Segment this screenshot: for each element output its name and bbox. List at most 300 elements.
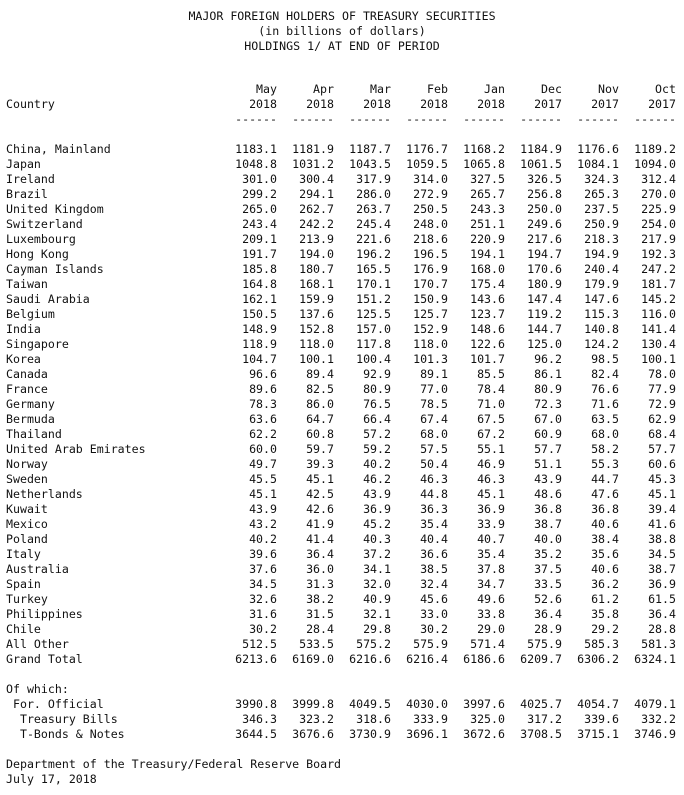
holding-value: 248.0 (413, 217, 448, 231)
holding-value: 312.4 (641, 172, 676, 186)
holding-value: 1184.9 (520, 142, 562, 156)
of-which-value: 323.2 (299, 712, 334, 726)
holding-value: 57.7 (648, 442, 676, 456)
holding-value: 51.1 (534, 457, 562, 471)
holding-value: 40.9 (363, 592, 391, 606)
holding-value: 157.0 (356, 322, 391, 336)
holding-value: 176.9 (413, 262, 448, 276)
holding-value: 31.3 (306, 577, 334, 591)
holding-value: 38.7 (534, 517, 562, 531)
holding-value: 78.5 (420, 397, 448, 411)
column-year-header: 2017 (648, 97, 676, 111)
of-which-value: 346.3 (242, 712, 277, 726)
holding-value: 60.9 (534, 427, 562, 441)
of-which-value: 318.6 (356, 712, 391, 726)
holding-value: 68.0 (420, 427, 448, 441)
of-which-value: 3672.6 (463, 727, 505, 741)
holding-value: 28.9 (534, 622, 562, 636)
column-month-header: Nov (598, 82, 619, 96)
holding-value: 34.5 (249, 577, 277, 591)
holding-value: 64.7 (306, 412, 334, 426)
holding-value: 46.3 (420, 472, 448, 486)
holding-value: 151.2 (356, 292, 391, 306)
holding-value: 185.8 (242, 262, 277, 276)
holding-value: 89.4 (306, 367, 334, 381)
holding-value: 170.6 (527, 262, 562, 276)
holding-value: 148.6 (470, 322, 505, 336)
holding-value: 194.0 (299, 247, 334, 261)
holding-value: 34.1 (363, 562, 391, 576)
holding-value: 31.6 (249, 607, 277, 621)
holding-value: 59.7 (306, 442, 334, 456)
holding-value: 218.6 (413, 232, 448, 246)
holding-value: 61.2 (591, 592, 619, 606)
holding-value: 45.2 (363, 517, 391, 531)
holding-value: 37.2 (363, 547, 391, 561)
holding-value: 147.4 (527, 292, 562, 306)
holding-value: 67.5 (477, 412, 505, 426)
country-name: Japan (6, 157, 41, 171)
holding-value: 299.2 (242, 187, 277, 201)
holding-value: 533.5 (299, 637, 334, 651)
holding-value: 38.8 (648, 532, 676, 546)
column-month-header: Dec (541, 82, 562, 96)
holding-value: 36.4 (534, 607, 562, 621)
holding-value: 286.0 (356, 187, 391, 201)
holding-value: 40.6 (591, 562, 619, 576)
column-year-header: 2017 (591, 97, 619, 111)
country-name: Mexico (6, 517, 48, 531)
holding-value: 60.8 (306, 427, 334, 441)
holding-value: 40.2 (363, 457, 391, 471)
holding-value: 100.1 (641, 352, 676, 366)
holding-value: 122.6 (470, 337, 505, 351)
holding-value: 36.3 (420, 502, 448, 516)
holding-value: 571.4 (470, 637, 505, 651)
holding-value: 82.4 (591, 367, 619, 381)
holding-value: 49.7 (249, 457, 277, 471)
holding-value: 43.2 (249, 517, 277, 531)
holding-value: 33.9 (477, 517, 505, 531)
holding-value: 254.0 (641, 217, 676, 231)
country-name: Spain (6, 577, 41, 591)
holding-value: 175.4 (470, 277, 505, 291)
holding-value: 85.5 (477, 367, 505, 381)
holding-value: 180.7 (299, 262, 334, 276)
country-name: Australia (6, 562, 69, 576)
holding-value: 40.7 (477, 532, 505, 546)
holding-value: 116.0 (641, 307, 676, 321)
of-which-value: 333.9 (413, 712, 448, 726)
holding-value: 55.3 (591, 457, 619, 471)
holding-value: 265.3 (584, 187, 619, 201)
holding-value: 1043.5 (349, 157, 391, 171)
holding-value: 150.5 (242, 307, 277, 321)
holding-value: 301.0 (242, 172, 277, 186)
holding-value: 50.4 (420, 457, 448, 471)
holding-value: 196.5 (413, 247, 448, 261)
holding-value: 67.2 (477, 427, 505, 441)
of-which-value: 317.2 (527, 712, 562, 726)
holding-value: 243.4 (242, 217, 277, 231)
holding-value: 143.6 (470, 292, 505, 306)
holding-value: 250.0 (527, 202, 562, 216)
holding-value: 33.0 (420, 607, 448, 621)
country-name: Sweden (6, 472, 48, 486)
holding-value: 59.2 (363, 442, 391, 456)
holding-value: 43.9 (534, 472, 562, 486)
country-name: Korea (6, 352, 41, 366)
holding-value: 31.5 (306, 607, 334, 621)
holding-value: 180.9 (527, 277, 562, 291)
holding-value: 41.9 (306, 517, 334, 531)
holding-value: 46.9 (477, 457, 505, 471)
holding-value: 49.6 (477, 592, 505, 606)
holding-value: 6209.7 (520, 652, 562, 666)
holding-value: 217.9 (641, 232, 676, 246)
holding-value: 82.5 (306, 382, 334, 396)
of-which-value: 332.2 (641, 712, 676, 726)
holding-value: 141.4 (641, 322, 676, 336)
country-name: Kuwait (6, 502, 48, 516)
holding-value: 101.7 (470, 352, 505, 366)
country-name: Germany (6, 397, 55, 411)
holding-value: 36.9 (477, 502, 505, 516)
country-name: China, Mainland (6, 142, 111, 156)
holding-value: 1065.8 (463, 157, 505, 171)
holding-value: 256.8 (527, 187, 562, 201)
holding-value: 265.7 (470, 187, 505, 201)
country-name: Thailand (6, 427, 62, 441)
holding-value: 33.5 (534, 577, 562, 591)
holding-value: 42.6 (306, 502, 334, 516)
of-which-value: 325.0 (470, 712, 505, 726)
holding-value: 194.7 (527, 247, 562, 261)
country-name: Brazil (6, 187, 48, 201)
holding-value: 96.6 (249, 367, 277, 381)
of-which-value: 4079.1 (634, 697, 676, 711)
holding-value: 63.5 (591, 412, 619, 426)
holding-value: 6216.4 (406, 652, 448, 666)
holding-value: 40.0 (534, 532, 562, 546)
country-name: Netherlands (6, 487, 83, 501)
holding-value: 1181.9 (292, 142, 334, 156)
holding-value: 45.1 (648, 487, 676, 501)
holding-value: 192.3 (641, 247, 676, 261)
of-which-value: 3676.6 (292, 727, 334, 741)
holding-value: 71.6 (591, 397, 619, 411)
country-name: All Other (6, 637, 69, 651)
column-year-header: 2018 (306, 97, 334, 111)
holding-value: 327.5 (470, 172, 505, 186)
column-month-header: Jan (484, 82, 505, 96)
holding-value: 119.2 (527, 307, 562, 321)
holding-value: 6169.0 (292, 652, 334, 666)
holding-value: 585.3 (584, 637, 619, 651)
holding-value: 35.4 (420, 517, 448, 531)
holding-value: 1059.5 (406, 157, 448, 171)
holding-value: 77.9 (648, 382, 676, 396)
holding-value: 324.3 (584, 172, 619, 186)
holding-value: 38.7 (648, 562, 676, 576)
holding-value: 35.8 (591, 607, 619, 621)
holding-value: 36.2 (591, 577, 619, 591)
holding-value: 140.8 (584, 322, 619, 336)
column-rule: ------ (520, 112, 562, 126)
holding-value: 62.2 (249, 427, 277, 441)
holding-value: 170.7 (413, 277, 448, 291)
holding-value: 1187.7 (349, 142, 391, 156)
holding-value: 86.1 (534, 367, 562, 381)
holding-value: 150.9 (413, 292, 448, 306)
holding-value: 294.1 (299, 187, 334, 201)
holding-value: 125.7 (413, 307, 448, 321)
holding-value: 168.1 (299, 277, 334, 291)
holding-value: 1183.1 (235, 142, 277, 156)
column-rule: ------ (349, 112, 391, 126)
of-which-value: 4025.7 (520, 697, 562, 711)
holding-value: 147.6 (584, 292, 619, 306)
holding-value: 152.9 (413, 322, 448, 336)
holding-value: 575.9 (413, 637, 448, 651)
holding-value: 46.3 (477, 472, 505, 486)
holding-value: 125.0 (527, 337, 562, 351)
holding-value: 41.6 (648, 517, 676, 531)
holding-value: 148.9 (242, 322, 277, 336)
country-name: Saudi Arabia (6, 292, 90, 306)
country-name: United Kingdom (6, 202, 104, 216)
holding-value: 250.9 (584, 217, 619, 231)
column-rule: ------ (634, 112, 676, 126)
country-name: Belgium (6, 307, 55, 321)
column-rule: ------ (292, 112, 334, 126)
holding-value: 101.3 (413, 352, 448, 366)
holding-value: 1094.0 (634, 157, 676, 171)
holding-value: 44.7 (591, 472, 619, 486)
of-which-row-label: Treasury Bills (6, 712, 118, 726)
holding-value: 38.5 (420, 562, 448, 576)
holding-value: 317.9 (356, 172, 391, 186)
holding-value: 247.2 (641, 262, 676, 276)
holding-value: 30.2 (249, 622, 277, 636)
holding-value: 314.0 (413, 172, 448, 186)
column-month-header: Feb (427, 82, 448, 96)
of-which-value: 3990.8 (235, 697, 277, 711)
holding-value: 89.6 (249, 382, 277, 396)
holding-value: 581.3 (641, 637, 676, 651)
holding-value: 71.0 (477, 397, 505, 411)
holding-value: 66.4 (363, 412, 391, 426)
holding-value: 40.3 (363, 532, 391, 546)
holding-value: 137.6 (299, 307, 334, 321)
column-year-header: 2018 (249, 97, 277, 111)
holding-value: 30.2 (420, 622, 448, 636)
holding-value: 209.1 (242, 232, 277, 246)
holding-value: 96.2 (534, 352, 562, 366)
column-month-header: Apr (313, 82, 334, 96)
holding-value: 39.4 (648, 502, 676, 516)
holding-value: 47.6 (591, 487, 619, 501)
holding-value: 37.6 (249, 562, 277, 576)
country-name: Bermuda (6, 412, 55, 426)
holding-value: 92.9 (363, 367, 391, 381)
country-name: Hong Kong (6, 247, 69, 261)
holding-value: 34.7 (477, 577, 505, 591)
holding-value: 118.0 (299, 337, 334, 351)
holding-value: 6306.2 (577, 652, 619, 666)
country-name: Taiwan (6, 277, 48, 291)
holding-value: 152.8 (299, 322, 334, 336)
holding-value: 100.1 (299, 352, 334, 366)
holding-value: 45.5 (249, 472, 277, 486)
holding-value: 300.4 (299, 172, 334, 186)
holding-value: 41.4 (306, 532, 334, 546)
of-which-value: 3644.5 (235, 727, 277, 741)
holding-value: 262.7 (299, 202, 334, 216)
holding-value: 57.2 (363, 427, 391, 441)
of-which-value: 3696.1 (406, 727, 448, 741)
holding-value: 36.9 (363, 502, 391, 516)
holding-value: 237.5 (584, 202, 619, 216)
holding-value: 60.6 (648, 457, 676, 471)
of-which-value: 339.6 (584, 712, 619, 726)
of-which-value: 3730.9 (349, 727, 391, 741)
page-subtitle: (in billions of dollars) (258, 24, 426, 38)
holding-value: 29.8 (363, 622, 391, 636)
holding-value: 42.5 (306, 487, 334, 501)
holding-value: 1031.2 (292, 157, 334, 171)
holding-value: 34.5 (648, 547, 676, 561)
holding-value: 38.2 (306, 592, 334, 606)
country-name: Luxembourg (6, 232, 76, 246)
holding-value: 245.4 (356, 217, 391, 231)
holding-value: 43.9 (249, 502, 277, 516)
holding-value: 61.5 (648, 592, 676, 606)
country-name: United Arab Emirates (6, 442, 146, 456)
holding-value: 164.8 (242, 277, 277, 291)
holding-value: 98.5 (591, 352, 619, 366)
holding-value: 44.8 (420, 487, 448, 501)
of-which-value: 3708.5 (520, 727, 562, 741)
source-note: Department of the Treasury/Federal Reserve Board (6, 757, 342, 771)
holding-value: 45.1 (477, 487, 505, 501)
holding-value: 32.6 (249, 592, 277, 606)
column-month-header: Mar (370, 82, 391, 96)
column-rule: ------ (235, 112, 277, 126)
holding-value: 62.9 (648, 412, 676, 426)
column-year-header: 2018 (420, 97, 448, 111)
holding-value: 117.8 (356, 337, 391, 351)
holding-value: 28.4 (306, 622, 334, 636)
of-which-value: 4054.7 (577, 697, 619, 711)
country-name: Poland (6, 532, 48, 546)
holding-value: 40.4 (420, 532, 448, 546)
holding-value: 118.0 (413, 337, 448, 351)
holding-value: 124.2 (584, 337, 619, 351)
holding-value: 159.9 (299, 292, 334, 306)
holding-value: 1176.6 (577, 142, 619, 156)
holding-value: 38.4 (591, 532, 619, 546)
holding-value: 272.9 (413, 187, 448, 201)
holding-value: 168.0 (470, 262, 505, 276)
holding-value: 36.6 (420, 547, 448, 561)
holding-value: 194.1 (470, 247, 505, 261)
holding-value: 243.3 (470, 202, 505, 216)
country-name: Italy (6, 547, 41, 561)
holding-value: 67.4 (420, 412, 448, 426)
holding-value: 39.3 (306, 457, 334, 471)
of-which-value: 3997.6 (463, 697, 505, 711)
holding-value: 100.4 (356, 352, 391, 366)
holding-value: 130.4 (641, 337, 676, 351)
column-year-header: 2018 (477, 97, 505, 111)
holding-value: 35.2 (534, 547, 562, 561)
holding-value: 6324.1 (634, 652, 676, 666)
column-month-header: Oct (655, 82, 676, 96)
of-which-value: 3746.9 (634, 727, 676, 741)
holding-value: 72.3 (534, 397, 562, 411)
country-name: Switzerland (6, 217, 83, 231)
holding-value: 60.0 (249, 442, 277, 456)
holding-value: 194.9 (584, 247, 619, 261)
holding-value: 242.2 (299, 217, 334, 231)
country-name: Norway (6, 457, 48, 471)
holding-value: 162.1 (242, 292, 277, 306)
holding-value: 263.7 (356, 202, 391, 216)
country-name: Turkey (6, 592, 48, 606)
period-heading: HOLDINGS 1/ AT END OF PERIOD (244, 39, 440, 53)
holding-value: 36.4 (648, 607, 676, 621)
holding-value: 45.1 (306, 472, 334, 486)
holding-value: 45.6 (420, 592, 448, 606)
holding-value: 76.6 (591, 382, 619, 396)
page-title: MAJOR FOREIGN HOLDERS OF TREASURY SECURITIES (188, 9, 496, 23)
release-date: July 17, 2018 (6, 772, 97, 786)
holding-value: 36.8 (534, 502, 562, 516)
holding-value: 575.9 (527, 637, 562, 651)
holding-value: 249.6 (527, 217, 562, 231)
holding-value: 80.9 (363, 382, 391, 396)
holding-value: 36.4 (306, 547, 334, 561)
holding-value: 512.5 (242, 637, 277, 651)
holding-value: 575.2 (356, 637, 391, 651)
holding-value: 68.4 (648, 427, 676, 441)
column-rule: ------ (577, 112, 619, 126)
holding-value: 46.2 (363, 472, 391, 486)
of-which-row-label: T-Bonds & Notes (6, 727, 125, 741)
holding-value: 72.9 (648, 397, 676, 411)
country-name: India (6, 322, 41, 336)
column-year-header: 2018 (363, 97, 391, 111)
holding-value: 78.3 (249, 397, 277, 411)
holding-value: 43.9 (363, 487, 391, 501)
of-which-value: 3715.1 (577, 727, 619, 741)
holding-value: 37.5 (534, 562, 562, 576)
holding-value: 170.1 (356, 277, 391, 291)
holding-value: 29.0 (477, 622, 505, 636)
country-name: Cayman Islands (6, 262, 104, 276)
holding-value: 36.8 (591, 502, 619, 516)
holding-value: 78.4 (477, 382, 505, 396)
holding-value: 213.9 (299, 232, 334, 246)
holding-value: 36.9 (648, 577, 676, 591)
holding-value: 123.7 (470, 307, 505, 321)
holding-value: 68.0 (591, 427, 619, 441)
column-month-header: May (256, 82, 277, 96)
holding-value: 118.9 (242, 337, 277, 351)
holding-value: 28.8 (648, 622, 676, 636)
holding-value: 1168.2 (463, 142, 505, 156)
